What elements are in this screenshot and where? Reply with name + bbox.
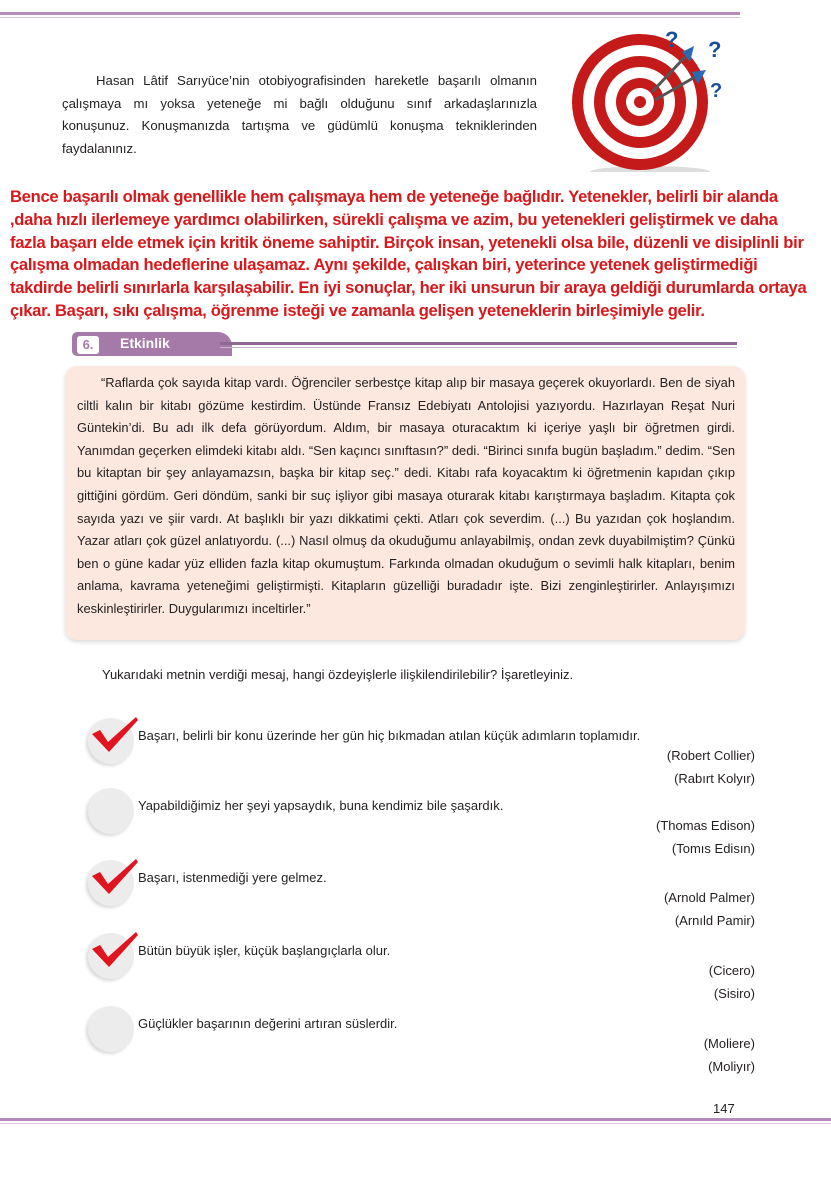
- option-author: (Cicero): [708, 963, 755, 978]
- checkmark-icon: [90, 856, 140, 896]
- option-text: Bütün büyük işler, küçük başlangıçlarla olur.: [138, 943, 391, 958]
- activity-label: Etkinlik: [102, 332, 232, 356]
- option-text: Başarı, istenmediği yere gelmez.: [138, 870, 327, 885]
- answer-line: fazla başarı elde etmek için kritik öneme sahiptir. Birçok insan, yetenekli olsa bile, düzenli ve disiplinli bir: [10, 232, 804, 252]
- svg-text:?: ?: [708, 37, 722, 62]
- option-author: (Arnold Palmer): [663, 890, 755, 905]
- student-answer: [10, 186, 828, 323]
- passage-text: “Raflarda çok sayıda kitap vardı. Öğrenciler serbestçe kitap alıp bir masaya geçerek okuyorlardı. Ben de siyah ciltli kalın bir kitabı gözüme kestirdim. Üstünde Fransız Edebiyatı Antolojisi yazıyordu. Hazırlayan Reşat Nuri Güntekin’di. Bu adı ilk defa görüyordum. Aldım, bir masaya oturacaktım ki içeriye yaşlı bir öğretmen girdi. Yanımdan geçerken elimdeki kitabı aldı. “Sen kaçıncı sınıftasın?” dedi. “Birinci sınıfa bugün başladım.” dedim. “Sen bu kitaptan bir şey anlayamazsın, başka bir kitap seç.” dedi. Kitabı rafa koyacaktım ki öğretmenin kapıdan çıkıp gittiğini gördüm. Geri döndüm, sanki bir suç işliyor gibi masaya oturarak kitabı karıştırmaya başladım. Kitapta çok sayıda yazı ve şiir vardı. At başlıklı bir yazı dikkatimi çekti. Atları çok severdim. (...) Bu yazıdan çok hoşlandım. Yazar atları çok güzel anlatıyordu. (...) Nasıl olmuş da okuduğumu anlayabilmiş, ondan zevk duyabilmiştim? Çünkü ben o güne kadar yüz elliden fazla kitap okumuştum. Farkında olmadan okuduğum o sevimli halk kitapları, benim anlama, kavrama yeteneğimi geliştirmişti. Kitapların güzelliği buradadır işte. Bizi zenginleştirirler. Anlayışımızı keskinleştirirler. Duygularımızı inceltirler.”: [77, 375, 735, 616]
- activity-rule: [220, 342, 737, 345]
- top-rule-thin: [0, 17, 740, 18]
- bottom-rule: [0, 1118, 831, 1121]
- option-author-pronunciation: (Rabırt Kolyır): [674, 771, 755, 786]
- answer-line: ,daha hızlı ilerlemeye yardımcı olabilirken, sürekli çalışma ve azim, bu yetenekleri geliştirmek ve daha: [10, 209, 778, 229]
- option-author-pronunciation: (Moliyır): [708, 1059, 755, 1074]
- svg-text:?: ?: [665, 27, 679, 52]
- option-text: Başarı, belirli bir konu üzerinde her gün hiç bıkmadan atılan küçük adımların toplamıdır.: [138, 728, 641, 743]
- checkmark-icon: [90, 714, 140, 754]
- svg-text:?: ?: [710, 80, 723, 102]
- activity-number-badge: [72, 332, 102, 356]
- option-author-pronunciation: (Sisiro): [713, 986, 755, 1001]
- activity-rule-thin: [220, 347, 737, 348]
- option-checkbox[interactable]: [88, 788, 134, 834]
- bottom-rule-thin: [0, 1123, 831, 1124]
- answer-line: çalışma olmadan hedeflerine ulaşamaz. Aynı şekilde, çalışkan biri, yeterince yetenek geliştirmediği: [10, 255, 758, 275]
- activity-number: 6.: [77, 336, 99, 354]
- option-text: Yapabildiğimiz her şeyi yapsaydık, buna kendimiz bile şaşardık.: [138, 798, 504, 813]
- option-text: Güçlükler başarının değerini artıran süslerdir.: [138, 1016, 398, 1031]
- intro-instruction: Hasan Lâtif Sarıyüce’nin otobiyografisinden hareketle başarılı olmanın çalışmaya mı yoksa yeteneğe mi bağlı olduğunu sınıf arkadaşlarınızla konuşunuz. Konuşmanızda tartışma ve güdümlü konuşma tekniklerinden faydalanınız.: [62, 73, 537, 156]
- checkmark-icon: [90, 929, 140, 969]
- option-author: (Thomas Edison): [656, 818, 755, 833]
- option-author: (Robert Collier): [666, 748, 755, 763]
- answer-line: Bence başarılı olmak genellikle hem çalışmaya hem de yeteneğe bağlıdır. Yetenekler, belirli bir alanda: [10, 187, 778, 206]
- option-checkbox[interactable]: [88, 1006, 134, 1052]
- question-text: Yukarıdaki metnin verdiği mesaj, hangi özdeyişlerle ilişkilendirilebilir? İşaretleyiniz.: [102, 667, 574, 682]
- dartboard-target-icon: [560, 22, 740, 172]
- option-author-pronunciation: (Arnıld Pamir): [674, 913, 755, 928]
- answer-line: takdirde belirli sınırlarla karşılaşabilir. En iyi sonuçlar, her iki unsurun bir araya geldiği durumlarda ortaya: [10, 278, 807, 298]
- option-author-pronunciation: (Tomıs Edisın): [671, 841, 755, 856]
- answer-line: çıkar. Başarı, sıkı çalışma, öğrenme isteği ve zamanla gelişen yeteneklerin birleşimiyle gelir.: [10, 300, 705, 320]
- page-number: 147: [713, 1101, 735, 1116]
- option-author: (Moliere): [703, 1036, 755, 1051]
- reading-passage: [65, 366, 745, 640]
- top-rule: [0, 12, 740, 15]
